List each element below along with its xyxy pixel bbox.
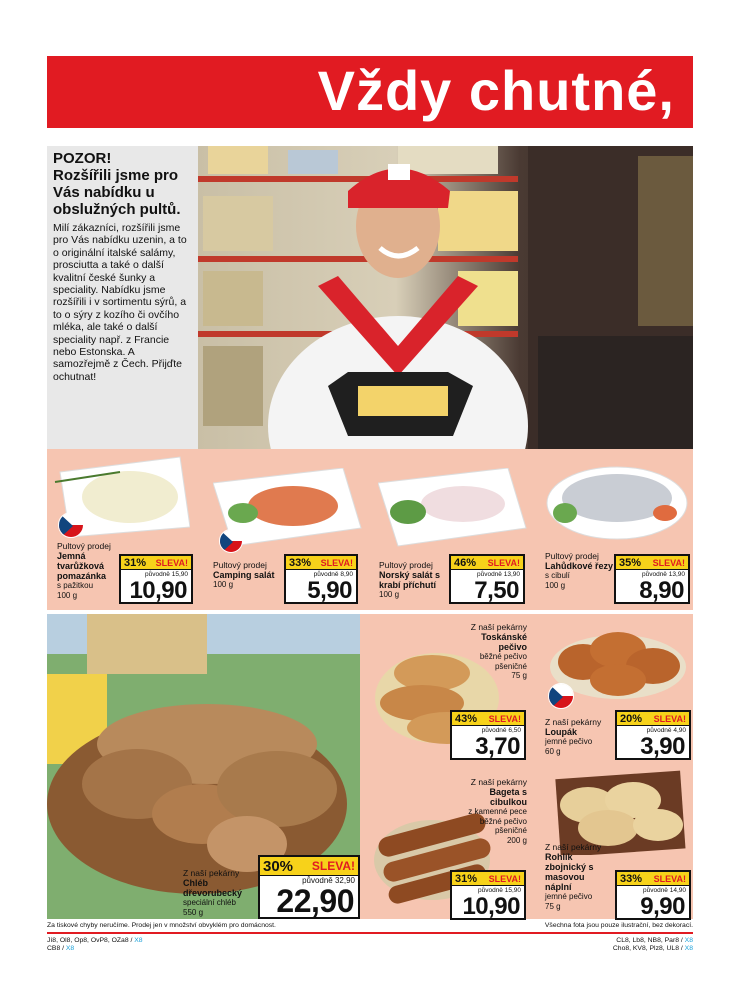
sleva-label: SLEVA!	[652, 557, 685, 568]
price-box-loupak	[615, 710, 691, 760]
rohlik-info	[545, 842, 607, 911]
codes-left-2: CB8 /	[47, 945, 66, 952]
price: 8,90	[639, 577, 684, 604]
deli-info-4	[545, 551, 615, 590]
deli-info-2	[213, 560, 283, 590]
product-desc: speciální chléb	[183, 898, 236, 907]
sleva-label: SLEVA!	[488, 713, 521, 724]
original-price: původně 32,90	[302, 876, 355, 885]
original-price: původně 13,90	[476, 571, 520, 578]
product-weight: 75 g	[511, 671, 527, 680]
origin-label: Z naší pekárny	[183, 868, 240, 878]
product-name: Chléb dřevorubecký	[183, 878, 243, 898]
price: 22,90	[276, 883, 354, 919]
deli-info-3	[379, 560, 454, 600]
original-price: původně 6,50	[481, 727, 521, 734]
product-name: Jemná tvarůžková pomazánka	[57, 551, 107, 581]
intro-panel	[47, 146, 198, 449]
product-weight: 75 g	[545, 901, 561, 911]
price: 3,90	[640, 733, 685, 760]
discount-percent: 33%	[289, 556, 312, 569]
product-name: Bageta s cibulkou	[489, 787, 527, 807]
product-desc: jemné pečivo	[545, 737, 593, 746]
product-weight: 60 g	[545, 746, 561, 756]
product-name: Lahůdkové řezy	[545, 561, 614, 571]
intro-headline: POZOR! Rozšířili jsme pro Vás nabídku u obslužných pultů.	[53, 150, 181, 218]
x-mark: X8	[684, 945, 693, 952]
product-name: Camping salát	[213, 570, 275, 580]
product-name: Norský salát s krabí příchutí	[379, 570, 441, 590]
price: 10,90	[462, 893, 520, 920]
x-mark: X8	[134, 937, 143, 944]
product-desc: jemné pečivo	[545, 892, 593, 901]
banner-title: Vždy chutné,	[317, 59, 675, 122]
bageta-info	[455, 777, 527, 845]
footer-divider	[47, 932, 693, 934]
cz-flag-icon	[219, 529, 243, 553]
product-weight: 100 g	[57, 590, 78, 600]
origin-label: Z naší pekárny	[470, 622, 527, 632]
origin-label: Pultový prodej	[57, 541, 111, 551]
discount-percent: 46%	[454, 556, 477, 569]
discount-percent: 35%	[619, 556, 642, 569]
bread-info	[183, 868, 263, 917]
original-price: původně 8,90	[313, 571, 353, 578]
price: 5,90	[307, 577, 352, 604]
cz-flag-icon	[548, 683, 574, 709]
store-codes-right	[613, 937, 693, 953]
sleva-label: SLEVA!	[311, 859, 355, 873]
header-banner	[47, 56, 693, 128]
discount-percent: 31%	[455, 872, 478, 885]
origin-label: Pultový prodej	[545, 551, 599, 561]
deli-image-4	[545, 458, 690, 543]
product-name: Toskánské pečivo	[481, 632, 527, 652]
discount-percent: 30%	[263, 857, 294, 875]
original-price: původně 15,90	[477, 887, 521, 894]
sleva-label: SLEVA!	[320, 557, 353, 568]
price-box-2	[284, 554, 358, 604]
codes-right-1: CL8, Lb8, NB8, Par8 /	[616, 937, 685, 944]
store-codes-left	[47, 937, 143, 953]
deli-info-1	[57, 541, 117, 600]
origin-label: Pultový prodej	[379, 560, 433, 570]
herring-image	[545, 458, 690, 543]
product-weight: 550 g	[183, 907, 204, 917]
product-weight: 100 g	[545, 580, 566, 590]
x-mark: X8	[684, 937, 693, 944]
product-weight: 100 g	[213, 580, 234, 589]
deli-image-3	[378, 468, 528, 548]
price-box-toskanske	[450, 710, 526, 760]
origin-label: Z naší pekárny	[470, 777, 527, 787]
discount-percent: 43%	[455, 712, 478, 725]
origin-label: Pultový prodej	[213, 560, 267, 570]
sleva-label: SLEVA!	[653, 873, 686, 884]
discount-percent: 31%	[124, 556, 147, 569]
original-price: původně 15,90	[144, 571, 188, 578]
sleva-label: SLEVA!	[653, 713, 686, 724]
disclaimer-right: Všechna fota jsou pouze ilustrační, bez dekorací.	[544, 922, 693, 929]
price-box-4	[614, 554, 690, 604]
sleva-label: SLEVA!	[155, 557, 188, 568]
product-name: Rohlík zbojnický s masovou náplní	[545, 852, 594, 892]
disclaimer-left: Za tiskové chyby neručíme. Prodej jen v množství obvyklém pro domácnost.	[47, 922, 276, 929]
price: 9,90	[640, 893, 685, 920]
price: 7,50	[474, 577, 519, 604]
product-desc: běžné pečivo pšeničné	[479, 652, 527, 671]
product-desc: z kamenné pece běžné pečivo pšeničné	[468, 807, 527, 835]
product-weight: 200 g	[506, 835, 527, 845]
sleva-label: SLEVA!	[487, 557, 520, 568]
hero-illustration	[198, 146, 693, 449]
hero-photo	[198, 146, 693, 449]
price-box-bageta	[450, 870, 526, 920]
codes-left-1: Jí8, Ol8, Op8, OvP8, OZa8 /	[47, 937, 135, 944]
origin-label: Z naší pekárny	[545, 717, 602, 727]
cz-flag-icon	[58, 512, 84, 538]
sleva-label: SLEVA!	[488, 873, 521, 884]
origin-label: Z naší pekárny	[545, 842, 602, 852]
price-box-bread	[258, 855, 360, 919]
product-desc: s cibulí	[545, 571, 570, 580]
discount-percent: 20%	[620, 712, 643, 725]
loupak-info	[545, 717, 610, 756]
product-desc: s pažitkou	[57, 581, 94, 590]
original-price: původně 13,90	[641, 571, 685, 578]
price: 10,90	[129, 577, 187, 604]
toskanske-info	[462, 622, 527, 681]
price-box-3	[449, 554, 525, 604]
intro-body: Milí zákazníci, rozšířili jsme pro Vás nabídku uzenin, a to o originální italské salámy, prosciutta a také o další kvalitní české šunky a speciality. Nabídku jsme rozšířili i v sortimentu sýrů, a to o sýry z kozího či ovčího mléka, ale také o další speciality např. z Francie nebo Estonska. A samozřejmě z Čech. Přijďte ochutnat!	[53, 222, 187, 383]
product-weight: 100 g	[379, 590, 400, 599]
crab-salad-image	[378, 468, 528, 548]
price-box-rohlik	[615, 870, 691, 920]
discount-percent: 33%	[620, 872, 643, 885]
product-name: Loupák	[545, 727, 578, 737]
price: 3,70	[475, 733, 520, 760]
codes-right-2: Cho8, KV8, Plz8, UL8 /	[612, 945, 685, 952]
x-mark: X8	[65, 945, 75, 952]
original-price: původně 4,90	[646, 727, 686, 734]
original-price: původně 14,90	[642, 887, 686, 894]
price-box-1	[119, 554, 193, 604]
